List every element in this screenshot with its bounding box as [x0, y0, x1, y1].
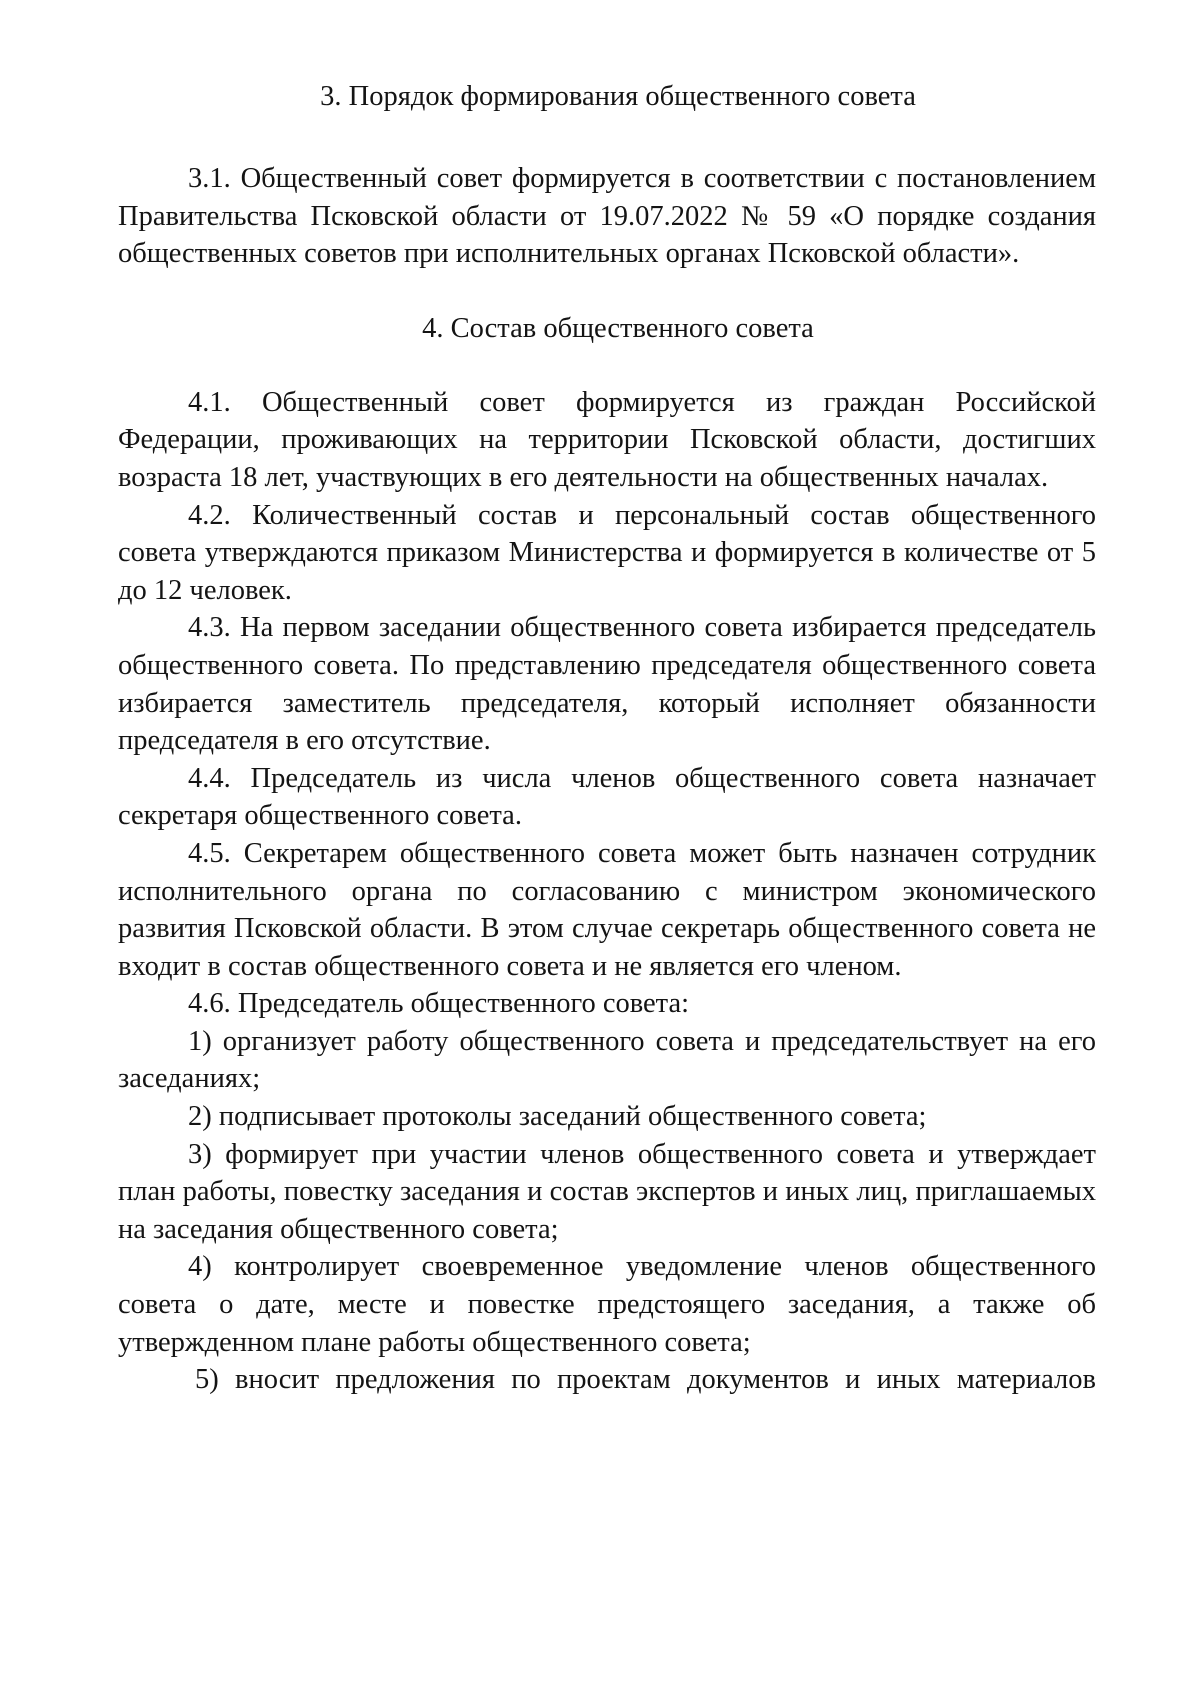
spacer: [118, 115, 1096, 160]
list-item-3: 3) формирует при участии членов общественного совета и утверждает план работы, повестку заседания и состав экспертов и иных лиц, приглашаемых на заседания общественного совета;: [118, 1138, 1096, 1245]
paragraph-4-1: 4.1. Общественный совет формируется из граждан Российской Федерации, проживающих на территории Псковской области, достигших возраста 18 лет, участвующих в его деятельности на общественных началах.: [118, 386, 1096, 493]
document-body: [118, 78, 1096, 1399]
list-item-5: 5) вносит предложения по проектам документов и иных материалов: [195, 1364, 1096, 1396]
list-item-2: 2) подписывает протоколы заседаний общественного совета;: [188, 1101, 927, 1133]
paragraph-3-1: 3.1. Общественный совет формируется в соответствии с постановлением Правительства Псковской области от 19.07.2022 № 59 «О порядке создания общественных советов при исполнительных органах Псковской области».: [118, 163, 1096, 270]
spacer: [118, 273, 1096, 310]
list-item-4: 4) контролирует своевременное уведомление членов общественного совета о дате, месте и повестке предстоящего заседания, а также об утвержденном плане работы общественного совета;: [118, 1251, 1096, 1358]
list-item-1: 1) организует работу общественного совета и председательствует на его заседаниях;: [118, 1025, 1096, 1095]
spacer: [118, 347, 1096, 384]
paragraph-4-4: 4.4. Председатель из числа членов общественного совета назначает секретаря общественного совета.: [118, 762, 1096, 832]
paragraph-4-3: 4.3. На первом заседании общественного совета избирается председатель общественного совета. По представлению председателя общественного совета избирается заместитель председателя, который исполняет обязанности председателя в его отсутствие.: [118, 612, 1096, 757]
paragraph-4-2: 4.2. Количественный состав и персональный состав общественного совета утверждаются приказом Министерства и формируется в количестве от 5 до 12 человек.: [118, 499, 1096, 606]
paragraph-4-6: 4.6. Председатель общественного совета:: [188, 988, 690, 1020]
section-4-heading: 4. Состав общественного совета: [422, 312, 814, 344]
paragraph-4-5: 4.5. Секретарем общественного совета может быть назначен сотрудник исполнительного органа по согласованию с министром экономического развития Псковской области. В этом случае секретарь общественного совета не входит в состав общественного совета и не является его членом.: [118, 837, 1096, 982]
section-3-heading: 3. Порядок формирования общественного совета: [320, 81, 916, 112]
